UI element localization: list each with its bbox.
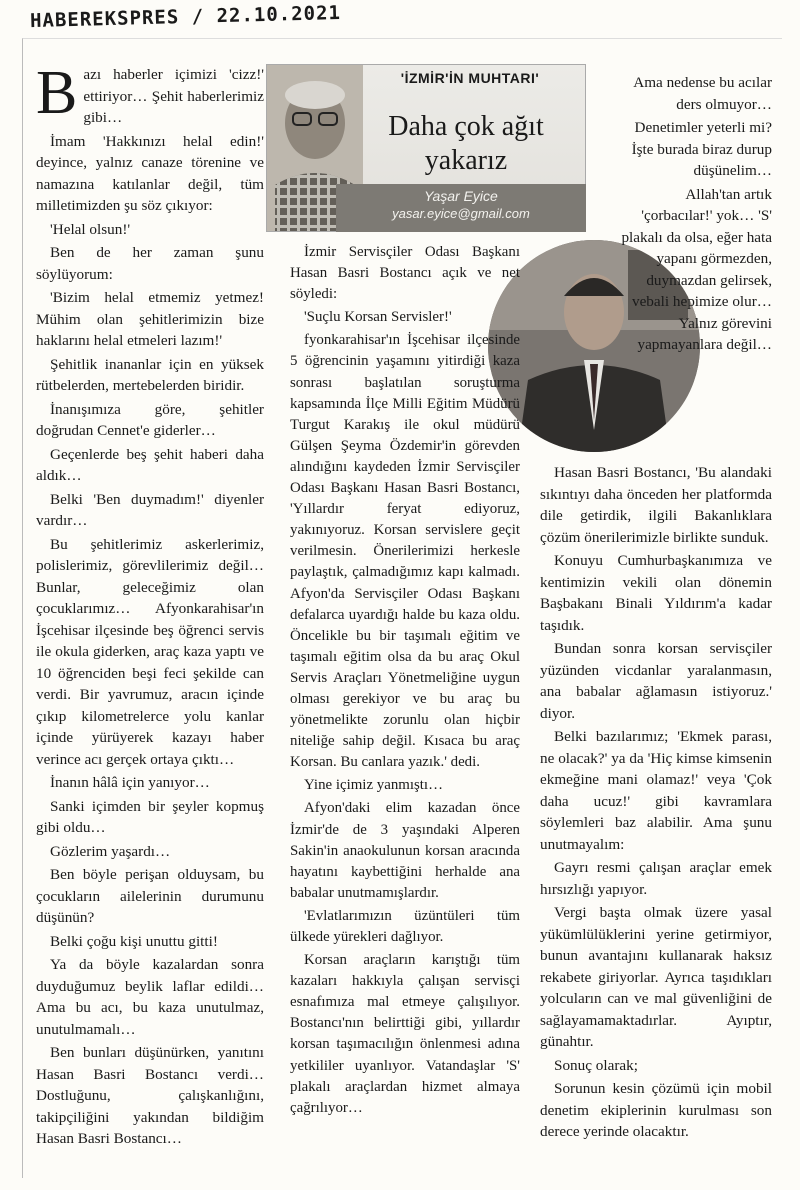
paragraph: İnanışımıza göre, şehitler doğrudan Cennet'e giderler… [36,400,264,439]
paragraph: Bundan sonra korsan servisçiler yüzünden vicdanlar yaralanmasın, ana babalar ağlamasın istiyoruz.' diyor. [540,640,772,722]
paragraph: Ben de her zaman şunu söylüyorum: [36,244,264,283]
paragraph: İnanın hâlâ için yanıyor… [50,774,210,791]
paragraph: Sonuç olarak; [554,1056,638,1074]
drop-cap: B [36,59,78,127]
handwritten-source-note: HABEREKSPRES / 22.10.2021 [29,1,342,33]
article-column-1 [36,59,264,1152]
paragraph: Ben böyle perişan olduysam, bu çocukların ailelerinin durumunu düşünün? [36,866,264,926]
paragraph: İmam 'Hakkınızı helal edin!' deyince, yalnız canaze törenine ve namazına katılanlar değil, tüm milletimizden şu söz çıkıyor: [36,132,264,214]
paragraph: Bu şehitlerimiz askerlerimiz, polislerimiz, görevlilerimiz değil… Bunlar, geleceğimiz olan çocuklarımız… Afyonkarahisar'ın İşcehisar ilçesinde beş öğrenci servis ile okula giderken, araç kaza yaptı ve 10 öğrenciden beşi feci şekilde can verdi. Bir yavrumuz, aracın içinde çıkıp kilometrelerce yolu kanlar içinde yürüyerek kazayı haber verince acı gerçek ortaya çıktı… [36,535,264,768]
article-column-2 [290,242,520,1121]
paragraph: 'Evlatlarımızın üzüntüleri tüm ülkede yürekleri dağlıyor. [290,907,520,945]
author-band [336,184,586,232]
paragraph: Ben bunları düşünürken, yanıtını Hasan Basri Bostancı verdi… Dostluğunu, çalışkanlığını, takipçiliğini yakından bildiğim Hasan Basri Bostancı… [36,1044,264,1147]
paragraph: Belki 'Ben duymadım!' diyenler vardır… [36,490,264,529]
paragraph: Sanki içimden bir şeyler kopmuş gibi oldu… [36,797,264,836]
paragraph: Korsan araçların karıştığı tüm kazaları hakkıyla çalışan servisçi esnafımıza mal etmeye çalışılıyor. Bostancı'nın belirttiği gibi, yıllardır korsan taşımacılığın önlenmesi adına yetkililer uyanlıyor. Vatandaşlar 'S' plakalı araçlardan hizmet almaya çağrılıyor… [290,952,520,1116]
paragraph: Şehitlik inananlar için en yüksek rütbelerden, mertebelerden biridir. [36,355,264,394]
paragraph: İzmir Servisçiler Odası Başkanı Hasan Basri Bostancı açık ve net söyledi: [290,244,520,303]
paragraph: Konuyu Cumhurbaşkanımıza ve kentimizin vekili olan dönemin Başbakanı Binali Yıldırım'a kadar taşıdık. [540,552,772,634]
paragraph: fyonkarahisar'ın İşcehisar ilçesinde 5 öğrencinin yaşamını yitirdiği kaza sonrası başlatılan soruşturma kapsamında İlçe Milli Eğitim Müdürü Turgut Karakış ile okul müdürü Gülşen Şeyma Özdemir'in görevden alındığını kaydeden İzmir Servisçiler Odası Başkanı Hasan Basri Bostancı, 'Yıllardır feryat ediyoruz, yakınıyoruz. Korsan servislere geçit verilmesin. Önerilerimizi herkesle paylaştık, çalmadığımız kapı kalmadı. Afyon'da Servisçiler Odası Başkanı defalarca uyardığı halde bu kaza oldu. Öncelikle bu bir taşımalı eğitim ve taşımalı eğitim olsa da bu araç Okul Servis Araçları Yönetmeliğine uygun olması gerekiyor ve bu araç bu yönetmelikte zorunlu olan hiçbir niteliğe sahip değil. Kısaca bu araç Korsan. Bu canlara yazık.' dedi. [290,332,520,771]
article-column-3-top [612,72,772,358]
paragraph: Bazı haberler içimizi 'cizz!' ettiriyor… Şehit haberlerimiz gibi… [36,59,264,127]
pull-quote: 'Suçlu Korsan Servisler!' [304,309,452,326]
author-name: Yaşar Eyice [424,188,498,204]
author-email: yasar.eyice@gmail.com [392,206,530,221]
paragraph: Afyon'daki elim kazadan önce İzmir'de de 3 yaşındaki Alperen Sakin'in anaokulunun korsan aracında hayatını kaybettiğini herhalde ana babalar unutmamışlardır. [290,800,520,901]
paragraph: Ya da böyle kazalardan sonra duyduğumuz beylik laflar edildi… Ama bu acı, bu kaza unutulmaz, unutulmamalı… [36,956,264,1038]
paragraph: Gözlerim yaşardı… [50,842,171,860]
paragraph: Belki çoğu kişi unuttu gitti! [50,932,218,950]
paragraph: Belki bazılarımız; 'Ekmek parası, ne olacak?' ya da 'Hiç kimse kimsenin ekmeğine mani olamaz!' veya 'Çok daha ucuz!' gibi kavramlara söylemleri baz alabilir. Ama şunu unutmayalım: [540,728,772,853]
paragraph: 'Bizim helal etmemiz yetmez! Mühim olan şehitlerimizin bize haklarını helal etmeleri lazım!' [36,289,264,349]
paragraph: Vergi başta olmak üzere yasal yükümlülüklerini yerine getirmiyor, bunun avantajını kullanarak haksız rekabete giriyorlar. Ayrıca taşıdıkları yolcuların can ve mal güvenliğini de sağlayamamaktadırlar. Ayıptır, günahtır. [540,904,772,1050]
paragraph: 'Helal olsun!' [50,220,131,238]
paragraph: Geçenlerde beş şehit haberi daha aldık… [36,445,264,484]
paragraph: Sorunun kesin çözümü için mobil denetim ekiplerinin kurulması son derece yerinde olacaktır. [540,1080,772,1140]
paragraph: Gayrı resmi çalışan araçlar emek hırsızlığı yapıyor. [540,859,772,898]
article-title: Daha çok ağıt yakarız [388,111,544,176]
article-column-3-bottom [540,462,772,1145]
paragraph: Yine içimiz yanmıştı… [304,777,443,794]
paragraph: Hasan Basri Bostancı, 'Bu alandaki sıkıntıyı daha önceden her platformda dile getirdik, ilgili Bakanlıklara çözüm önerilerimizle birlikte sunduk. [540,464,772,546]
column-tag: 'İZMİR'İN MUHTARI' [400,70,540,86]
paragraph: Ama nedense bu acılar ders olmuyor… [633,74,772,113]
paragraph: Denetimler yeterli mi? İşte burada biraz durup düşünelim… [631,119,772,179]
paragraph: Allah'tan artık 'çorbacılar!' yok… 'S' plakalı da olsa, eğer hata yapanı görmezden, duymazdan gelirsek, vebali hepimize olur… Yalnız görevini yapmayanlara değil… [621,185,772,353]
